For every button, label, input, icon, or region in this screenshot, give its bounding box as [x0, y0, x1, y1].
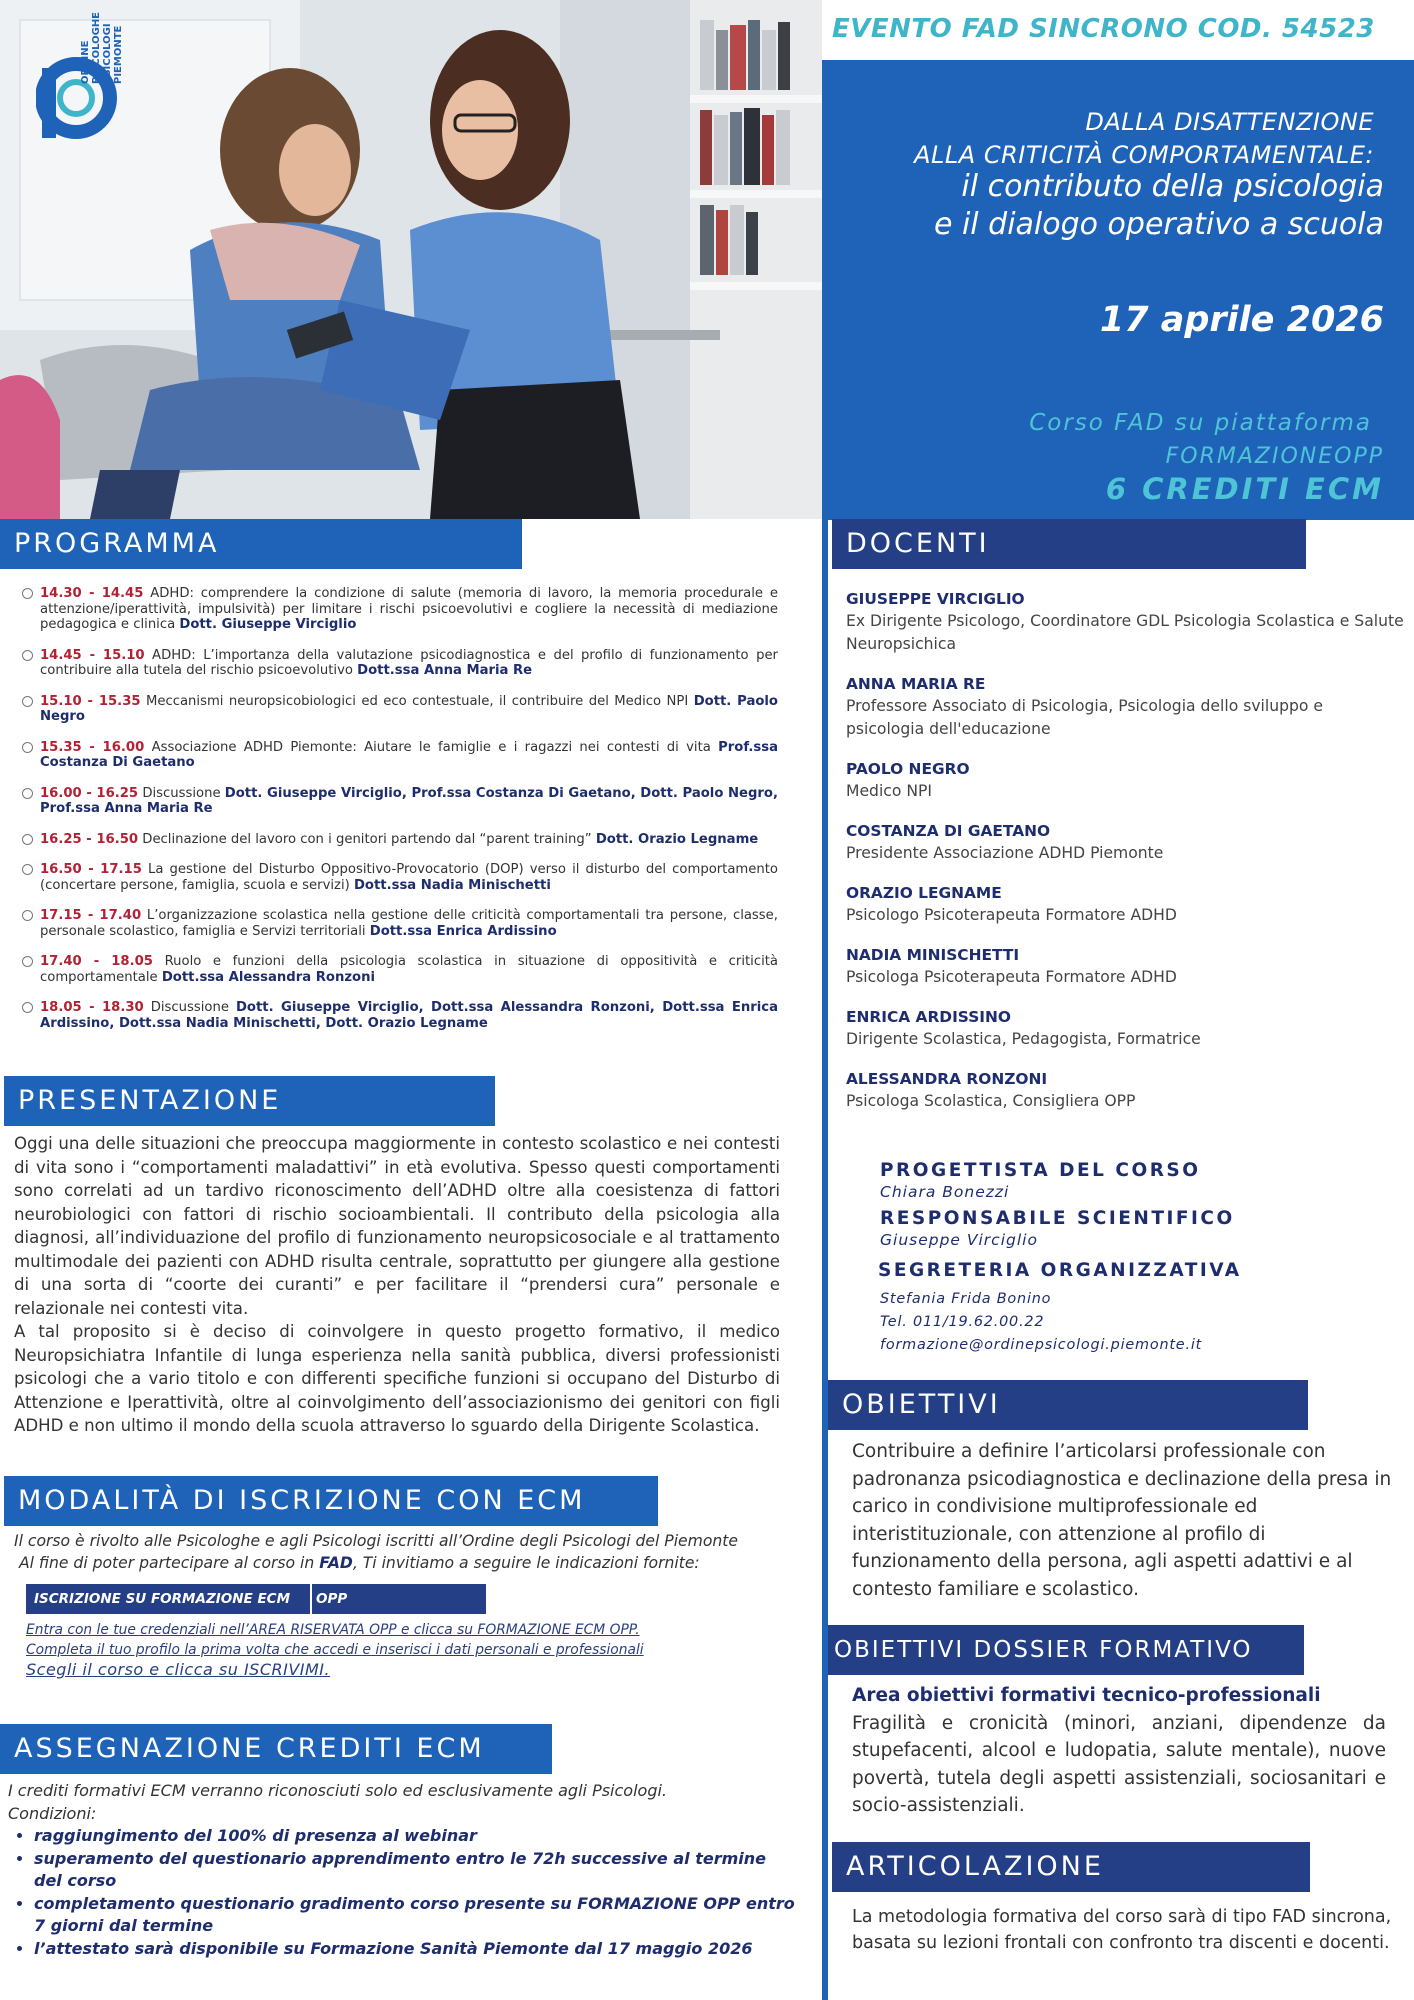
docenti-list	[846, 588, 1406, 1130]
corso-platform-name: FORMAZIONEOPP	[1165, 444, 1384, 469]
programma-list	[22, 586, 778, 1046]
programma-item: 16.50 - 17.15 La gestione del Disturbo Oppositivo-Provocatorio (DOP) verso il disturbo del comportamento (concertare persone, famiglia, scuola e servizi) Dott.ssa Nadia Minischetti	[22, 862, 778, 893]
section-obiettivi: OBIETTIVI	[828, 1380, 1308, 1430]
programma-item: 16.00 - 16.25 Discussione Dott. Giuseppe Virciglio, Prof.ssa Costanza Di Gaetano, Dott. Paolo Negro, Prof.ssa Anna Maria Re	[22, 786, 778, 817]
docente-entry: PAOLO NEGRO Medico NPI	[846, 760, 970, 800]
main-title: DALLA DISATTENZIONE ALLA CRITICITÀ COMPORTAMENTALE:	[914, 108, 1374, 169]
docente-entry: NADIA MINISCHETTI Psicologa Psicoterapeuta Formatore ADHD	[846, 946, 1177, 986]
condition-item: • superamento del questionario apprendimento entro le 72h successive al termine del corso	[34, 1848, 798, 1893]
event-date: 17 aprile 2026	[1099, 300, 1384, 340]
dossier-text: Area obiettivi formativi tecnico-professionali Fragilità e cronicità (minori, anziani, dipendenze da stupefacenti, alcool e ludopatia, salute mentale), nuove povertà, tutela degli aspetti assistenziali, sociosanitari e socio-assistenziali.	[852, 1685, 1386, 1816]
programma-item: 15.10 - 15.35 Meccanismi neuropsicobiologici ed eco contestuale, il contribuire del Medico NPI Dott. Paolo Negro	[22, 694, 778, 725]
clock-icon	[22, 910, 33, 921]
clock-icon	[22, 650, 33, 661]
section-presentazione: PRESENTAZIONE	[4, 1076, 495, 1126]
programma-item: 17.40 - 18.05 Ruolo e funzioni della psicologia scolastica in situazione di oppositività e criticità comportamentale Dott.ssa Alessandra Ronzoni	[22, 954, 778, 985]
iscrizione-bar: ISCRIZIONE SU FORMAZIONE ECM OPP	[26, 1584, 486, 1614]
main-subtitle: il contributo della psicologia e il dialogo operativo a scuola	[933, 169, 1384, 242]
programma-item: 14.30 - 14.45 ADHD: comprendere la condizione di salute (memoria di lavoro, la memoria procedurale e attenzione/iperattività, impulsività) per limitare i rischi psicoevolutivi e cogliere la necessità di mediazione pedagogica e clinica Dott. Giuseppe Virciglio	[22, 586, 778, 633]
section-assegnazione: ASSEGNAZIONE CREDITI ECM	[0, 1724, 552, 1774]
assegnazione-text: I crediti formativi ECM verranno riconosciuti solo ed esclusivamente agli Psicologi. Condizioni: • raggiungimento del 100% di presenza al webinar • superamento del questionario apprendimento entro le 72h successive al termine del corso • completamento questionario gradimento corso presente su FORMAZIONE OPP entro 7 giorni dal termine • l’attestato sarà disponibile su Formazione Sanità Piemonte dal 17 maggio 2026	[8, 1780, 798, 1960]
programma-item: 15.35 - 16.00 Associazione ADHD Piemonte: Aiutare le famiglie e i ragazzi nei contesti di vita Prof.ssa Costanza Di Gaetano	[22, 740, 778, 771]
column-divider	[822, 520, 828, 2000]
section-modalita: MODALITÀ DI ISCRIZIONE CON ECM	[4, 1476, 658, 1526]
obiettivi-text: Contribuire a definire l’articolarsi professionale con padronanza psicodiagnostica e declinazione della presa in carico in condivisione multiprofessionale ed interistituzionale, con attenzione al profilo di funzionamento della persona, agli aspetti adattivi e al contesto familiare e scolastico.	[852, 1441, 1392, 1600]
clock-icon	[22, 696, 33, 707]
section-articolazione: ARTICOLAZIONE	[832, 1842, 1310, 1892]
docente-entry: ENRICA ARDISSINO Dirigente Scolastica, Pedagogista, Formatrice	[846, 1008, 1201, 1048]
step-iscriviti-link[interactable]: Scegli il corso e clicca su ISCRIVIMI.	[26, 1660, 331, 1679]
programma-item: 18.05 - 18.30 Discussione Dott. Giuseppe Virciglio, Dott.ssa Alessandra Ronzoni, Dott.ssa Enrica Ardissino, Dott.ssa Nadia Minischetti, Dott. Orazio Legname	[22, 1000, 778, 1031]
docente-entry: ALESSANDRA RONZONI Psicologa Scolastica, Consigliera OPP	[846, 1070, 1136, 1110]
programma-item: 17.15 - 17.40 L’organizzazione scolastica nella gestione delle criticità comportamentali tra persone, classe, personale scolastico, famiglia e Servizi territoriali Dott.ssa Enrica Ardissino	[22, 908, 778, 939]
crediti-ecm: 6 CREDITI ECM	[1105, 472, 1384, 506]
condition-item: • raggiungimento del 100% di presenza al webinar	[34, 1825, 798, 1848]
clock-icon	[22, 956, 33, 967]
clock-icon	[22, 834, 33, 845]
docente-entry: ANNA MARIA RE Professore Associato di Psicologia, Psicologia dello sviluppo e psicologia dell'educazione	[846, 675, 1323, 738]
clock-icon	[22, 788, 33, 799]
step-area-riservata-link[interactable]: Entra con le tue credenziali nell’AREA RISERVATA OPP e clicca su FORMAZIONE ECM OPP.	[26, 1622, 640, 1638]
condition-item: • completamento questionario gradimento corso presente su FORMAZIONE OPP entro 7 giorni dal termine	[34, 1893, 798, 1938]
clock-icon	[22, 742, 33, 753]
clock-icon	[22, 588, 33, 599]
clock-icon	[22, 864, 33, 875]
programma-item: 16.25 - 16.50 Declinazione del lavoro con i genitori partendo dal “parent training” Dott. Orazio Legname	[22, 832, 778, 848]
articolazione-text: La metodologia formativa del corso sarà di tipo FAD sincrona, basata su lezioni frontali con confronto tra discenti e docenti.	[852, 1907, 1392, 1953]
evento-code: EVENTO FAD SINCRONO COD. 54523	[832, 14, 1375, 44]
corso-platform: Corso FAD su piattaforma	[1029, 410, 1372, 436]
section-programma: PROGRAMMA	[0, 519, 522, 569]
logo-text: ORDINE PSICOLOGHE PSICOLOGI PIEMONTE	[80, 11, 124, 84]
step-profilo-link[interactable]: Completa il tuo profilo la prima volta che accedi e inserisci i dati personali e professionali	[26, 1642, 644, 1658]
staff-block: PROGETTISTA DEL CORSO Chiara Bonezzi RESPONSABILE SCIENTIFICO Giuseppe Virciglio SEGRETERIA ORGANIZZATIVA Stefania Frida Bonino Tel. 011/19.62.00.22 formazione@ordinepsicologi.piemonte.it	[880, 1160, 1400, 1357]
clock-icon	[22, 1002, 33, 1013]
programma-item: 14.45 - 15.10 ADHD: L’importanza della valutazione psicodiagnostica e del profilo di funzionamento per contribuire alla tutela del rischio psicoevolutivo Dott.ssa Anna Maria Re	[22, 648, 778, 679]
docente-entry: COSTANZA DI GAETANO Presidente Associazione ADHD Piemonte	[846, 822, 1164, 862]
title-panel	[822, 60, 1414, 520]
section-dossier: OBIETTIVI DOSSIER FORMATIVO	[828, 1625, 1304, 1675]
section-docenti: DOCENTI	[832, 519, 1306, 569]
presentazione-text: Oggi una delle situazioni che preoccupa maggiormente in contesto scolastico e nei contesti di vita sono i “comportamenti maladattivi” in età evolutiva. Spesso questi comportamenti sono correlati ad un tardivo riconoscimento dell’ADHD oltre alla coesistenza di fattori neurobiologici con fattori di rischio socioambientali. Il contributo della psicologia alla diagnosi, all’individuazione del profilo di funzionamento neuropsicosociale e al trattamento multimodale dei pazienti con ADHD risulta centrale, soprattutto per giungere alla gestione di una sorta di “coorte dei curanti” e per facilitare il “prendersi cura” personale e relazionale nei contesti vita. A tal proposito si è deciso di coinvolgere in questo progetto formativo, il medico Neuropsichiatra Infantile di lunga esperienza nella sanità pubblica, diversi professionisti psicologi che a vario titolo e con differenti specifiche funzioni si occupano del Disturbo di Attenzione e Iperattività, oltre al coinvolgimento dell’associazionismo dei genitori con figli ADHD e non ultimo il mondo della scuola attraverso lo sguardo della Dirigente Scolastica.	[14, 1134, 780, 1435]
docente-entry: GIUSEPPE VIRCIGLIO Ex Dirigente Psicologo, Coordinatore GDL Psicologia Scolastica e Salute Neuropsichica	[846, 590, 1404, 653]
docente-entry: ORAZIO LEGNAME Psicologo Psicoterapeuta Formatore ADHD	[846, 884, 1177, 924]
modalita-intro: Il corso è rivolto alle Psicologhe e agli Psicologi iscritti all’Ordine degli Psicologi del Piemonte Al fine di poter partecipare al corso in FAD, Ti invitiamo a seguire le indicazioni fornite:	[14, 1532, 738, 1572]
condition-item: • l’attestato sarà disponibile su Formazione Sanità Piemonte dal 17 maggio 2026	[34, 1938, 798, 1961]
iscrizione-steps	[26, 1620, 786, 1680]
segreteria-email-link[interactable]: formazione@ordinepsicologi.piemonte.it	[880, 1337, 1203, 1353]
